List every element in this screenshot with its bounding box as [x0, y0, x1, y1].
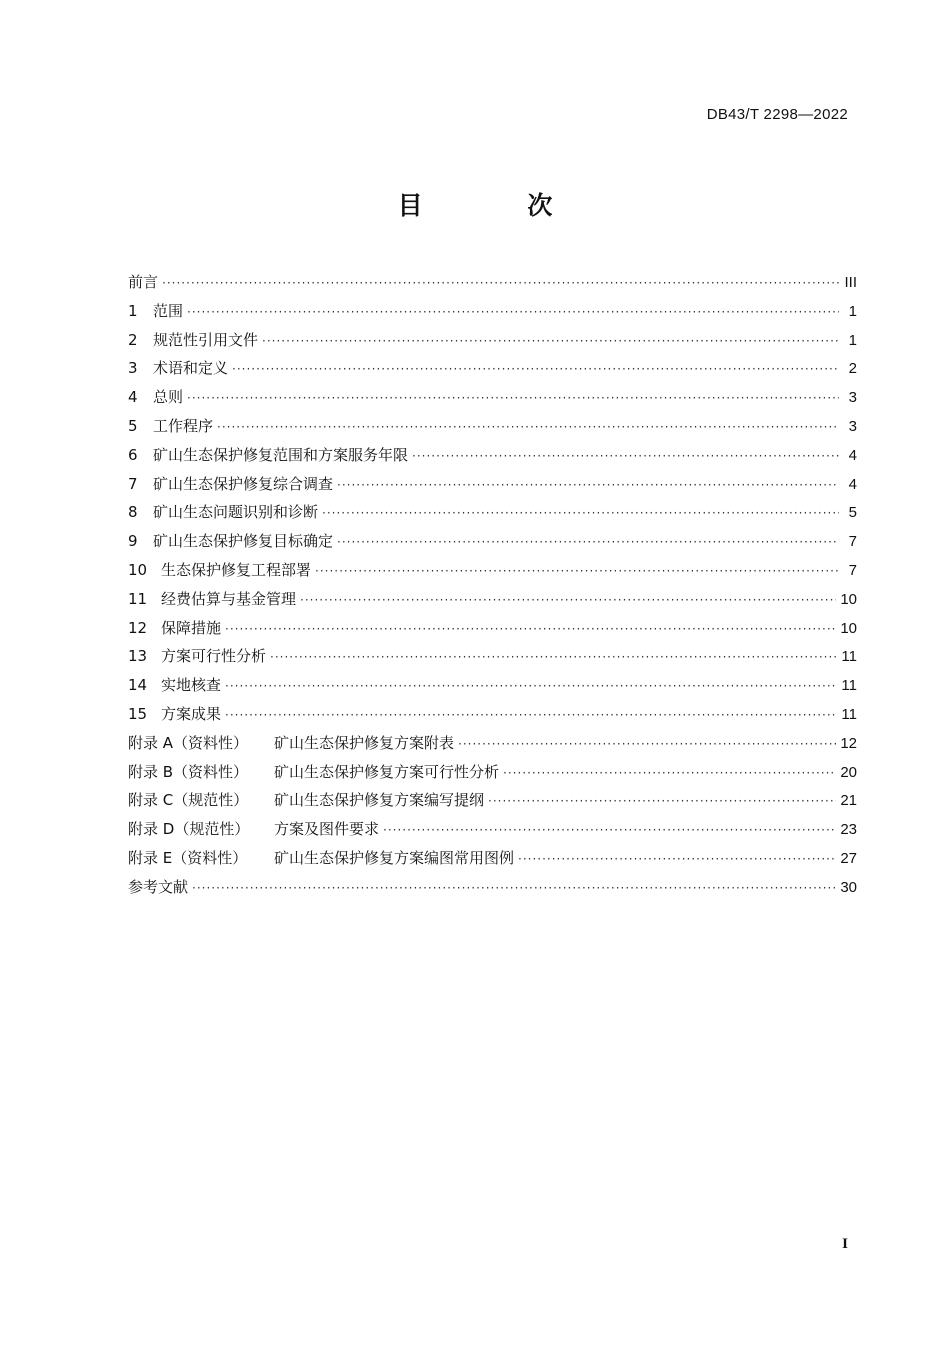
toc-entry-number: 10	[128, 560, 148, 579]
toc-entry-number: 1	[128, 301, 138, 320]
toc-entry-number: 7	[128, 474, 138, 493]
toc-appendix-prefix: 附录 E（资料性）	[128, 848, 248, 867]
toc-dot-leader	[187, 298, 839, 327]
toc-entry-label: 规范性引用文件	[153, 330, 259, 349]
toc-dot-leader	[225, 615, 836, 644]
toc-entry-number: 2	[128, 330, 138, 349]
toc-entry-page: 3	[848, 417, 857, 435]
toc-entry-label: 方案成果	[161, 704, 222, 723]
toc-entry-2[interactable]	[128, 326, 857, 355]
toc-entry-page: 20	[840, 763, 857, 781]
toc-entry-label: 矿山生态保护修复方案编图常用图例	[274, 848, 515, 867]
toc-entry-number: 13	[128, 647, 148, 666]
toc-entry-6[interactable]	[128, 441, 857, 470]
toc-entry-page: 1	[848, 331, 857, 349]
toc-entry-appendix-d[interactable]	[128, 815, 857, 844]
toc-entry-label: 生态保护修复工程部署	[161, 560, 312, 579]
toc-entry-label: 矿山生态保护修复方案编写提纲	[274, 791, 485, 810]
toc-entry-page: 12	[840, 734, 857, 752]
toc-dot-leader	[458, 730, 836, 759]
toc-dot-leader	[225, 701, 837, 730]
toc-dot-leader	[270, 643, 837, 672]
toc-entry-11[interactable]	[128, 585, 857, 614]
toc-appendix-prefix: 附录 D（规范性）	[128, 820, 250, 839]
toc-dot-leader	[300, 586, 836, 615]
toc-entry-page: 1	[848, 302, 857, 320]
toc-entry-page: 3	[848, 389, 857, 407]
toc-entry-number: 15	[128, 704, 148, 723]
toc-dot-leader	[217, 413, 839, 442]
toc-dot-leader	[262, 327, 839, 356]
toc-entry-number: 6	[128, 445, 138, 464]
toc-entry-page: 10	[840, 590, 857, 608]
toc-entry-page: 11	[841, 648, 857, 666]
toc-dot-leader	[162, 269, 839, 298]
toc-entry-number: 3	[128, 359, 138, 378]
toc-entry-number: 8	[128, 503, 138, 522]
toc-dot-leader	[192, 874, 836, 903]
toc-entry-label: 方案及图件要求	[274, 820, 380, 839]
toc-entry-page: 10	[840, 619, 857, 637]
toc-entry-5[interactable]	[128, 412, 857, 441]
toc-entry-label: 术语和定义	[153, 359, 229, 378]
toc-entry-3[interactable]	[128, 354, 857, 383]
toc-entry-number: 9	[128, 532, 138, 551]
toc-entry-9[interactable]	[128, 527, 857, 556]
toc-entry-8[interactable]	[128, 498, 857, 527]
toc-entry-page: 21	[840, 792, 857, 810]
toc-dot-leader	[232, 355, 839, 384]
toc-entry-label: 范围	[153, 301, 184, 320]
toc-appendix-prefix: 附录 C（规范性）	[128, 791, 249, 810]
toc-entry-page: 23	[840, 821, 857, 839]
toc-entry-number: 12	[128, 618, 148, 637]
toc-entry-10[interactable]	[128, 556, 857, 585]
toc-entry-appendix-b[interactable]	[128, 758, 857, 787]
toc-entry-15[interactable]	[128, 700, 857, 729]
toc-entry-label: 矿山生态保护修复方案可行性分析	[274, 762, 500, 781]
toc-entry-label: 经费估算与基金管理	[161, 589, 297, 608]
toc-entry-label: 矿山生态问题识别和诊断	[153, 503, 319, 522]
toc-entry-4[interactable]	[128, 383, 857, 412]
toc-dot-leader	[337, 471, 839, 500]
toc-entry-label: 矿山生态保护修复目标确定	[153, 532, 334, 551]
toc-entry-label: 保障措施	[161, 618, 222, 637]
toc-entry-label: 矿山生态保护修复范围和方案服务年限	[153, 445, 409, 464]
toc-entry-page: 27	[840, 849, 857, 867]
toc-entry-14[interactable]	[128, 671, 857, 700]
toc-entry-page: 2	[848, 360, 857, 378]
toc-appendix-prefix: 附录 A（资料性）	[128, 733, 249, 752]
toc-dot-leader	[337, 528, 839, 557]
toc-entry-page: III	[844, 274, 857, 291]
toc-entry-appendix-e[interactable]	[128, 844, 857, 873]
toc-dot-leader	[383, 816, 836, 845]
toc-dot-leader	[187, 384, 839, 413]
toc-entry-label: 参考文献	[128, 877, 189, 896]
toc-entry-label: 工作程序	[153, 416, 214, 435]
toc-entry-bibliography[interactable]	[128, 873, 857, 902]
toc-entry-page: 7	[848, 561, 857, 579]
toc-entry-number: 4	[128, 388, 138, 407]
document-code: DB43/T 2298—2022	[706, 106, 848, 123]
toc-entry-1[interactable]	[128, 297, 857, 326]
toc-dot-leader	[518, 845, 836, 874]
toc-entry-label: 实地核查	[161, 676, 222, 695]
toc-dot-leader	[412, 442, 839, 471]
toc-entry-label: 前言	[128, 273, 159, 291]
toc-dot-leader	[322, 499, 839, 528]
toc-dot-leader	[315, 557, 839, 586]
toc-dot-leader	[225, 672, 837, 701]
toc-entry-12[interactable]	[128, 614, 857, 643]
toc-entry-page: 30	[840, 878, 857, 896]
toc-entry-page: 11	[841, 705, 857, 723]
toc-entry-number: 11	[128, 589, 148, 608]
toc-appendix-prefix: 附录 B（资料性）	[128, 762, 249, 781]
toc-entry-7[interactable]	[128, 470, 857, 499]
toc-entry-label: 矿山生态保护修复综合调查	[153, 474, 334, 493]
toc-entry-number: 5	[128, 416, 138, 435]
toc-entry-appendix-c[interactable]	[128, 786, 857, 815]
toc-entry-page: 4	[848, 446, 857, 464]
toc-entry-label: 方案可行性分析	[161, 647, 267, 666]
toc-dot-leader	[488, 787, 836, 816]
table-of-contents	[128, 268, 857, 902]
page-number: I	[842, 1236, 848, 1252]
toc-entry-page: 4	[848, 475, 857, 493]
toc-entry-page: 7	[848, 533, 857, 551]
page-title: 目 次	[397, 191, 601, 220]
toc-entry-page: 5	[848, 504, 857, 522]
toc-entry-page: 11	[841, 677, 857, 695]
toc-entry-number: 14	[128, 676, 148, 695]
toc-entry-label: 矿山生态保护修复方案附表	[274, 733, 455, 752]
toc-entry-foreword[interactable]	[128, 268, 857, 297]
toc-entry-label: 总则	[153, 388, 184, 407]
toc-entry-13[interactable]	[128, 642, 857, 671]
toc-dot-leader	[503, 759, 836, 788]
toc-entry-appendix-a[interactable]	[128, 729, 857, 758]
